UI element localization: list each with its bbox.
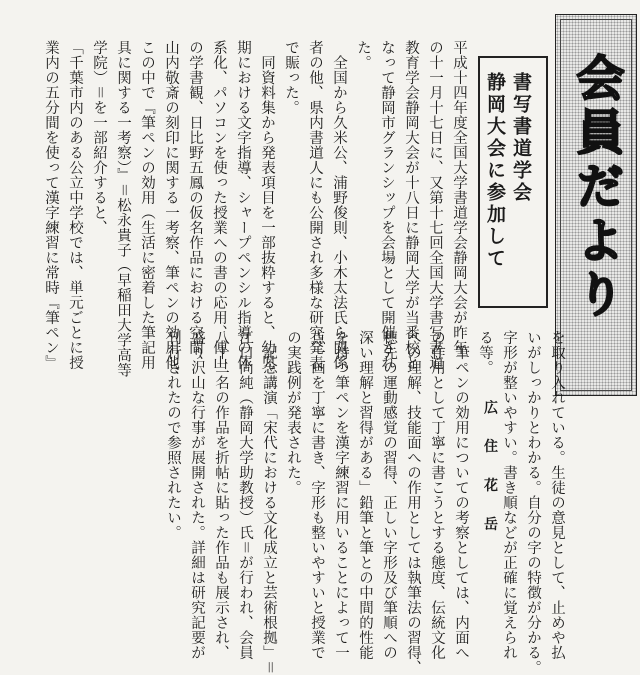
body-column-bottom-5: 筆ペンの効用についての考察としては、内面へ: [453, 330, 469, 660]
body-column-top-5: た。: [355, 40, 371, 70]
body-column-top-13: 山内敬斎の刻印に関する一考察、筆ペンの効用他、: [163, 40, 179, 385]
body-column-top-15: 具に関する一考察）』＝松永貴子（早稲田大学高等: [115, 40, 131, 378]
body-column-top-17: 「千葉市内のある公立中学校では、単元ごとに授: [67, 40, 83, 370]
author-name: 広 住 花 岳: [482, 400, 498, 541]
body-column-bottom-11: 点一画を丁寧に書き、字形も整いやすいと授業で: [309, 330, 325, 660]
body-column-bottom-6: の作用として丁寧に書こうとする態度、伝統文化: [429, 330, 445, 660]
headline-box: [478, 56, 548, 308]
headline-line-1: 書写書道学会: [510, 72, 532, 204]
body-column-top-7: 者の他、県内書道人にも公開され多様な研究発表: [307, 40, 323, 370]
body-column-top-14: この中で『筆ペンの効用（生活に密着した筆記用: [139, 40, 155, 370]
body-column-top-9: 同資料集から発表項目を一部抜粋すると、幼児: [259, 40, 275, 370]
body-column-top-6: 全国から久米公、浦野俊則、小木太法氏ら関係: [331, 40, 347, 370]
body-column-top-3: 教育学会静岡大会が十八日に静岡大学が当番校と: [403, 40, 419, 370]
headline: [482, 72, 534, 270]
body-column-bottom-16: 盛り沢山な行事が展開された。詳細は研究記要が: [189, 330, 205, 660]
body-column-top-18: 業内の五分間を使って漢字練習に常時『筆ペン』: [43, 40, 59, 370]
title-box: [555, 14, 637, 396]
body-column-top-1: 平成十四年度全国大学書道学会静岡大会が昨年: [451, 40, 467, 355]
body-column-top-10: 期における文字指導、シャープペンシル指導の体: [235, 40, 251, 370]
body-column-bottom-12: の実践例が発表された。: [285, 330, 301, 495]
body-column-bottom-14: 江口尚純（静岡大学助教授）氏＝が行われ、会員: [237, 330, 253, 660]
body-column-bottom-2: いがしっかりとわかる。自分の字の特徴が分かる。: [525, 330, 541, 675]
body-column-top-2: の十一月十七日に、又第十七回全国大学書写書道: [427, 40, 443, 370]
body-column-bottom-4: る等。: [477, 330, 493, 375]
body-column-top-11: 系化、パソコンを使った授業への書の応用、傅山: [211, 40, 227, 370]
body-column-bottom-13: 記念講演「宋代における文化成立と芸術根拠」＝: [261, 330, 277, 675]
body-column-bottom-15: 八十二名の作品を折帖に貼った作品も展示され、: [213, 330, 229, 660]
body-column-bottom-9: 深い理解と習得がある」鉛筆と筆との中間的性能: [357, 330, 373, 660]
page-title: 会員だより: [568, 53, 624, 323]
headline-line-2: 静岡大会に参加して: [484, 72, 506, 270]
body-column-bottom-1: を取り入れている。生徒の意見として、止めや払: [549, 330, 565, 660]
body-column-top-16: 学院）＝を一部紹介すると、: [91, 40, 107, 235]
body-column-bottom-8: 穂先の運動感覚の習得、正しい字形及び筆順への: [381, 330, 397, 660]
body-column-top-12: の学書観、日比野五鳳の仮名作品における空間、: [187, 40, 203, 370]
body-column-top-8: で賑った。: [283, 40, 299, 115]
body-column-bottom-17: 刊行されたので参照されたい。: [165, 330, 181, 540]
body-column-top-4: なって静岡市グランシップを会場として開催され: [379, 40, 395, 370]
body-column-bottom-7: への理解、技能面への作用としては執筆法の習得、: [405, 330, 421, 675]
body-column-bottom-10: を持つ筆ペンを漢字練習に用いることによって一: [333, 330, 349, 660]
body-column-bottom-3: 字形が整いやすい。書き順などが正確に覚えられ: [501, 330, 517, 660]
